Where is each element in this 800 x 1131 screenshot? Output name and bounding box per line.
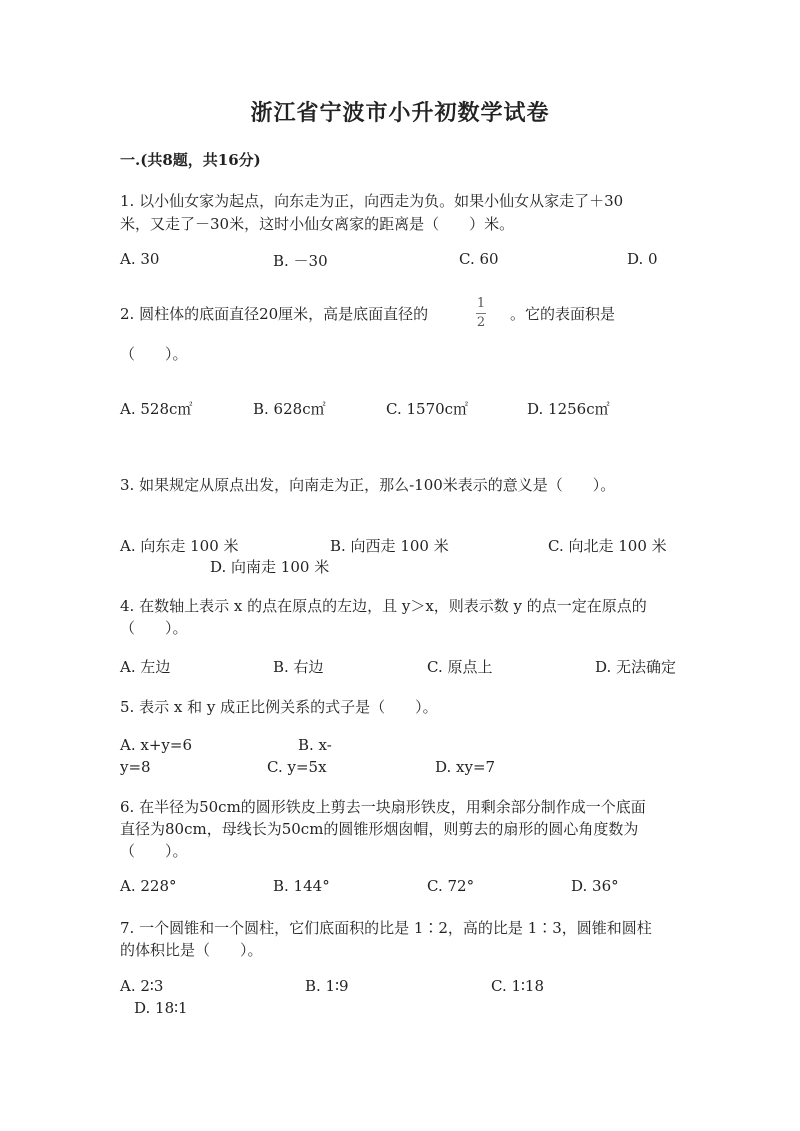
question-1-line-1: 1. 以小仙女家为起点，向东走为正，向西走为负。如果小仙女从家走了＋30 [120, 192, 624, 210]
question-2-option-c[interactable]: C. 1570c㎡ [386, 400, 469, 418]
question-1-line-2: 米，又走了－30米，这时小仙女离家的距离是（ ）米。 [120, 215, 515, 233]
page-title: 浙江省宁波市小升初数学试卷 [250, 100, 550, 126]
fraction-numerator: 1 [476, 296, 486, 311]
question-3-option-a[interactable]: A. 向东走 100 米 [120, 537, 239, 555]
question-6-line-2: 直径为80cm，母线长为50cm的圆锥形烟囱帽，则剪去的扇形的圆心角度数为 [120, 820, 639, 838]
question-2-line-1-suffix: 。它的表面积是 [510, 305, 616, 323]
question-6-option-d[interactable]: D. 36° [571, 877, 619, 895]
fraction-one-half [476, 297, 486, 330]
question-4-option-c[interactable]: C. 原点上 [427, 658, 493, 676]
question-4-option-b[interactable]: B. 右边 [273, 658, 324, 676]
question-5-line-1: 5. 表示 x 和 y 成正比例关系的式子是（ ）。 [120, 698, 438, 716]
question-7-line-1: 7. 一个圆锥和一个圆柱，它们底面积的比是 1∶2，高的比是 1∶3，圆锥和圆柱 [120, 919, 652, 937]
question-5-option-a[interactable]: A. x+y=6 [120, 736, 192, 754]
question-2-option-d[interactable]: D. 1256c㎡ [527, 400, 610, 418]
question-5-option-c[interactable]: C. y=5x [267, 758, 327, 776]
question-4-option-d[interactable]: D. 无法确定 [595, 658, 677, 676]
question-1-option-c[interactable]: C. 60 [459, 250, 499, 268]
question-2-line-2: （ ）。 [120, 345, 188, 363]
question-7-line-2: 的体积比是（ ）。 [120, 941, 263, 959]
question-4-line-2: （ ）。 [120, 619, 188, 637]
question-3-option-c[interactable]: C. 向北走 100 米 [548, 537, 667, 555]
question-4-line-1: 4. 在数轴上表示 x 的点在原点的左边，且 y＞x，则表示数 y 的点一定在原点的 [120, 597, 647, 615]
question-5-option-b[interactable]: B. x- [298, 736, 332, 754]
question-5-option-d[interactable]: D. xy=7 [435, 758, 496, 776]
section-heading: 一.(共8题，共16分) [120, 151, 261, 169]
question-6-line-3: （ ）。 [120, 842, 188, 860]
question-7-option-c[interactable]: C. 1∶18 [491, 977, 545, 995]
question-1-option-d[interactable]: D. 0 [627, 250, 658, 268]
question-5-option-b-continued[interactable]: y=8 [120, 758, 151, 776]
question-1-option-a[interactable]: A. 30 [120, 250, 160, 268]
question-6-line-1: 6. 在半径为50cm的圆形铁皮上剪去一块扇形铁皮，用剩余部分制作成一个底面 [120, 798, 646, 816]
fraction-denominator: 2 [476, 315, 486, 330]
question-1-option-b[interactable]: B. －30 [273, 252, 328, 270]
question-3-line-1: 3. 如果规定从原点出发，向南走为正，那么-100米表示的意义是（ ）。 [120, 476, 616, 494]
question-4-option-a[interactable]: A. 左边 [120, 658, 171, 676]
question-7-option-b[interactable]: B. 1∶9 [305, 977, 349, 995]
question-3-option-d[interactable]: D. 向南走 100 米 [210, 558, 330, 576]
question-7-option-a[interactable]: A. 2∶3 [120, 977, 164, 995]
question-3-option-b[interactable]: B. 向西走 100 米 [330, 537, 449, 555]
question-6-option-c[interactable]: C. 72° [427, 877, 475, 895]
question-6-option-a[interactable]: A. 228° [120, 877, 177, 895]
question-7-option-d[interactable]: D. 18∶1 [134, 999, 188, 1017]
question-2-line-1: 2. 圆柱体的底面直径20厘米，高是底面直径的 [120, 305, 429, 323]
question-6-option-b[interactable]: B. 144° [273, 877, 330, 895]
question-2-option-a[interactable]: A. 528c㎡ [120, 400, 193, 418]
question-2-option-b[interactable]: B. 628c㎡ [253, 400, 326, 418]
fraction-bar [476, 313, 486, 314]
